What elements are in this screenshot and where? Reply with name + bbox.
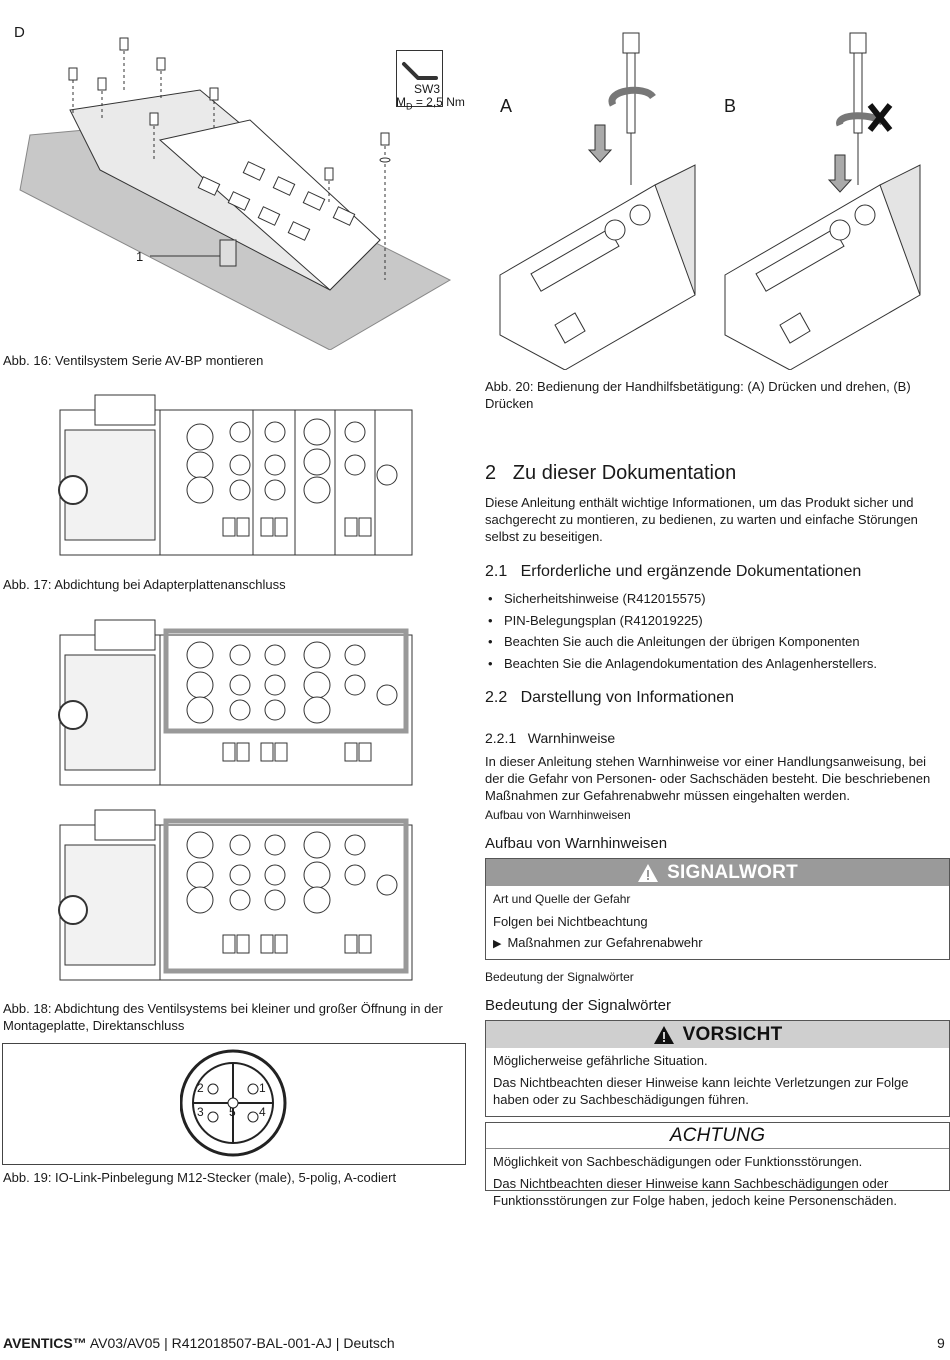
hazard-source-line: Art und Quelle der Gefahr bbox=[493, 892, 631, 906]
callout-1: 1 bbox=[136, 249, 144, 264]
structure-small-heading: Aufbau von Warnhinweisen bbox=[485, 808, 631, 822]
seal-large-opening-drawing bbox=[55, 805, 415, 985]
torque-label: $M_D = 2,5$ Nm bbox=[396, 95, 465, 112]
pin-label-4: 4 bbox=[259, 1105, 266, 1119]
pin-label-5: 5 bbox=[229, 1105, 236, 1119]
seal-small-opening-drawing bbox=[55, 615, 415, 790]
vorsicht-label: VORSICHT bbox=[682, 1023, 783, 1045]
signalwort-label: SIGNALWORT bbox=[667, 861, 798, 883]
vorsicht-box bbox=[485, 1020, 950, 1117]
m12-connector-drawing bbox=[180, 1045, 290, 1161]
caption-fig19: Abb. 19: IO-Link-Pinbelegung M12-Stecker (male), 5-polig, A-codiert bbox=[3, 1170, 397, 1185]
pin-label-1: 1 bbox=[259, 1081, 266, 1095]
manual-override-drawing bbox=[495, 25, 950, 370]
list-item: • Sicherheitshinweise (R412015575) bbox=[485, 588, 945, 610]
signal-words-heading: Bedeutung der Signalwörter bbox=[485, 997, 671, 1014]
achtung-line-1: Möglichkeit von Sachbeschädigungen oder Funktionsstörungen. bbox=[493, 1154, 863, 1169]
signalwort-header bbox=[486, 859, 949, 886]
signal-words-small-heading: Bedeutung der Signalwörter bbox=[485, 970, 634, 984]
achtung-header bbox=[486, 1123, 949, 1149]
arrow-right-icon: ▶ bbox=[493, 938, 502, 950]
caption-fig20: Abb. 20: Bedienung der Handhilfsbetätigung: (A) Drücken und drehen, (B) Drücken bbox=[485, 379, 911, 411]
vorsicht-header bbox=[486, 1021, 949, 1048]
measures-line: ▶ Maßnahmen zur Gefahrenabwehr bbox=[493, 935, 703, 950]
footer-doc-id: AV03/AV05 | R412018507-BAL-001-AJ | Deutsch bbox=[86, 1335, 395, 1351]
caption-fig17: Abb. 17: Abdichtung bei Adapterplattenanschluss bbox=[3, 577, 286, 592]
figure-label-b: B bbox=[724, 96, 737, 116]
footer-brand: AVENTICS™ bbox=[3, 1335, 87, 1351]
figure-letter-d: D bbox=[14, 24, 25, 41]
figure-label-a: A bbox=[500, 96, 513, 116]
section-2-intro: Diese Anleitung enthält wichtige Informationen, um das Produkt sicher und sachgerecht zu montieren, zu bedienen, zu warten und einfache Störungen selbst zu beseitigen. bbox=[485, 495, 918, 544]
section-2-2-heading: 2.2 Darstellung von Informationen bbox=[485, 689, 735, 706]
page-number: 9 bbox=[937, 1335, 945, 1351]
required-docs-list bbox=[485, 588, 945, 674]
warnings-text: In dieser Anleitung stehen Warnhinweise vor einer Handlungsanweisung, bei der die Gefahr von Personen- oder Sachschäden besteht. Die beschriebenen Maßnahmen zur Gefahrenabwehr müssen eingehalten werden. bbox=[485, 754, 931, 803]
caption-fig18: Abb. 18: Abdichtung des Ventilsystems bei kleiner und großer Öffnung in der Montageplatte, Direktanschluss bbox=[3, 1001, 443, 1033]
vorsicht-line-2: Das Nichtbeachten dieser Hinweise kann leichte Verletzungen zur Folge haben oder zu Sachbeschädigungen führen. bbox=[493, 1075, 909, 1107]
achtung-box bbox=[485, 1122, 950, 1208]
section-2-2-1-heading: 2.2.1 Warnhinweise bbox=[485, 730, 616, 746]
achtung-label: ACHTUNG bbox=[669, 1124, 766, 1146]
caption-fig16: Abb. 16: Ventilsystem Serie AV-BP montieren bbox=[3, 353, 264, 368]
adapter-plate-seal-drawing bbox=[55, 390, 415, 560]
vorsicht-line-1: Möglicherweise gefährliche Situation. bbox=[493, 1053, 708, 1068]
tool-size-label: SW3 bbox=[414, 82, 441, 96]
warning-triangle-icon bbox=[653, 1025, 675, 1045]
structure-heading: Aufbau von Warnhinweisen bbox=[485, 835, 668, 852]
list-item: • Beachten Sie auch die Anleitungen der übrigen Komponenten bbox=[485, 631, 945, 653]
section-2-heading: 2 Zu dieser Dokumentation bbox=[485, 462, 737, 484]
pin-label-2: 2 bbox=[197, 1081, 204, 1095]
warning-triangle-icon bbox=[637, 863, 659, 883]
list-item: • Beachten Sie die Anlagendokumentation des Anlagenherstellers. bbox=[485, 653, 945, 675]
list-item: • PIN-Belegungsplan (R412019225) bbox=[485, 610, 945, 632]
signalwort-box bbox=[485, 858, 950, 960]
consequences-line: Folgen bei Nichtbeachtung bbox=[493, 914, 648, 929]
achtung-line-2: Das Nichtbeachten dieser Hinweise kann Sachbeschädigungen oder Funktionsstörungen zur Folge haben, jedoch keine Personenschäden. bbox=[493, 1176, 897, 1208]
pin-label-3: 3 bbox=[197, 1105, 204, 1119]
section-2-1-heading: 2.1 Erforderliche und ergänzende Dokumentationen bbox=[485, 563, 862, 580]
footer-doc-info bbox=[3, 1335, 395, 1351]
